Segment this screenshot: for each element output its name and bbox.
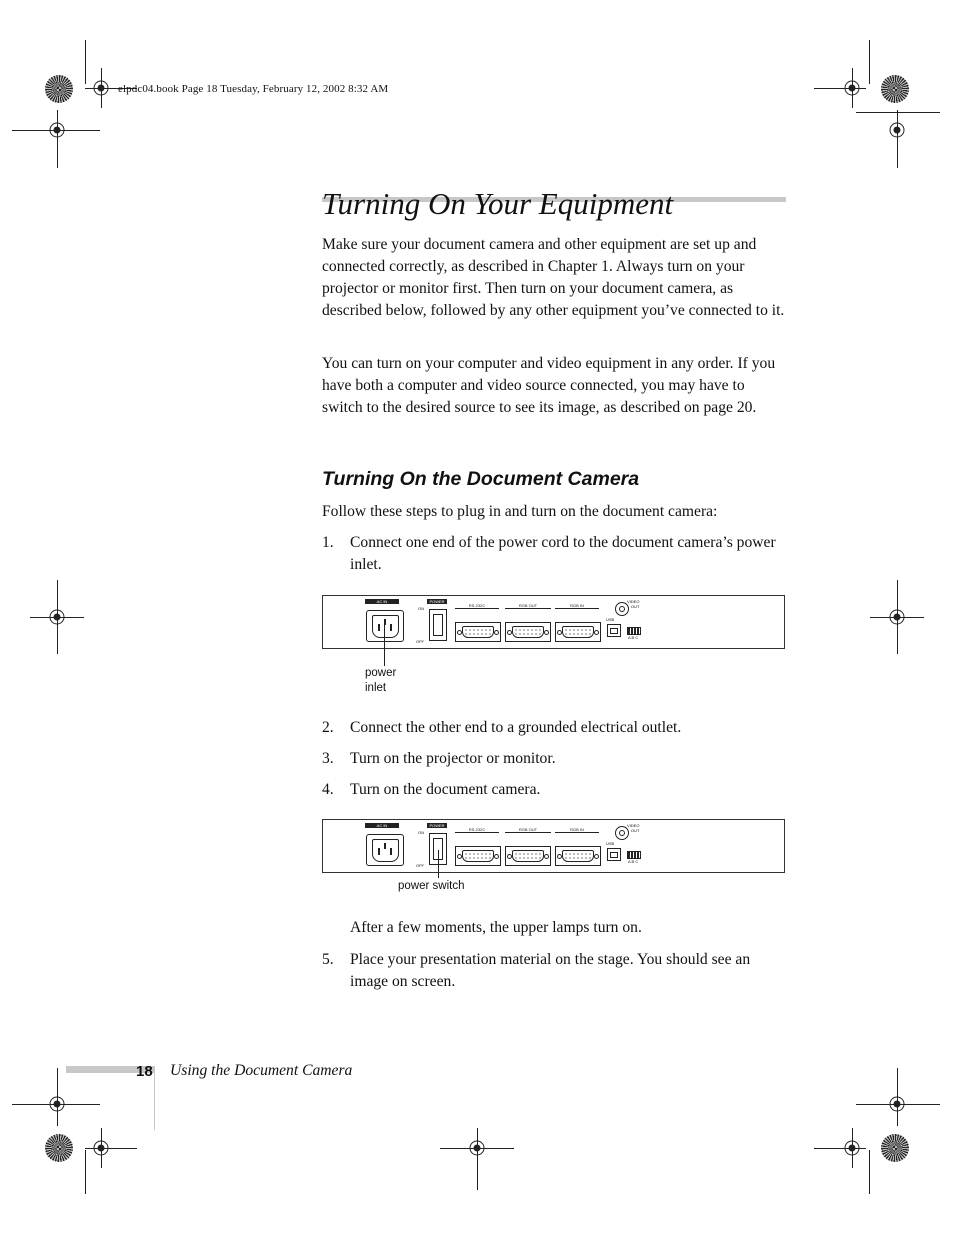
on-label: ON (418, 606, 424, 611)
on-label: ON (418, 830, 424, 835)
step-number: 5. (322, 951, 334, 968)
dip-switch-icon (627, 627, 641, 635)
step-number: 1. (322, 534, 334, 551)
registration-mark-icon (48, 1095, 66, 1113)
color-star-icon (45, 75, 73, 103)
off-label: OFF (416, 863, 424, 868)
usb-label: USB (606, 841, 615, 846)
registration-mark-icon (468, 1139, 486, 1157)
rgb-out-label: RGB OUT (505, 603, 551, 609)
rgb-out-port-icon (505, 622, 551, 642)
color-star-icon (881, 75, 909, 103)
ac-in-label: AC IN (365, 823, 399, 828)
rgb-in-label: RGB IN (555, 827, 599, 833)
out-label: OUT (631, 828, 640, 833)
rear-panel-figure-2 (322, 819, 785, 873)
steps-intro: Follow these steps to plug in and turn on the document camera: (322, 503, 718, 520)
rs232c-label: RS-232C (455, 827, 499, 833)
print-header: elpdc04.book Page 18 Tuesday, February 12, 2002 8:32 AM (118, 83, 389, 95)
power-label: POWER (427, 823, 447, 828)
out-label: OUT (631, 604, 640, 609)
step-text: Turn on the projector or monitor. (350, 750, 556, 767)
abc-label: A B C (628, 859, 639, 864)
registration-mark-icon (48, 608, 66, 626)
step-number: 2. (322, 719, 334, 736)
usb-port-icon (607, 848, 621, 861)
rgb-in-port-icon (555, 846, 601, 866)
step-text: Connect the other end to a grounded electrical outlet. (350, 719, 682, 736)
step-number: 3. (322, 750, 334, 767)
registration-mark-icon (843, 79, 861, 97)
rs232c-port-icon (455, 622, 501, 642)
paragraph-1: Make sure your document camera and other equipment are set up and connected correctly, as described in Chapter 1. Always turn on your projector or monitor first. Then turn on your document camera, as described below, followed by any other equipment you’ve connected to it. (322, 236, 785, 319)
rear-panel-figure-1 (322, 595, 785, 649)
color-star-icon (881, 1134, 909, 1162)
paragraph-2: You can turn on your computer and video equipment in any order. If you have both a computer and video source connected, you may have to switch to the desired source to see its image, as described on page 20. (322, 355, 776, 416)
video-out-jack-icon (615, 826, 629, 840)
registration-mark-icon (888, 121, 906, 139)
rgb-in-port-icon (555, 622, 601, 642)
off-label: OFF (416, 639, 424, 644)
registration-mark-icon (888, 608, 906, 626)
power-inlet-callout: power inlet (365, 667, 397, 694)
power-label: POWER (427, 599, 447, 604)
dip-switch-icon (627, 851, 641, 859)
rgb-in-label: RGB IN (555, 603, 599, 609)
video-out-jack-icon (615, 602, 629, 616)
page-number: 18 (136, 1063, 153, 1080)
registration-mark-icon (843, 1139, 861, 1157)
step-number: 4. (322, 781, 334, 798)
power-switch-callout: power switch (398, 880, 465, 892)
subsection-title: Turning On the Document Camera (322, 468, 640, 490)
color-star-icon (45, 1134, 73, 1162)
step-text: Place your presentation material on the stage. You should see an image on screen. (350, 951, 751, 990)
registration-mark-icon (888, 1095, 906, 1113)
inlet-leader-line (384, 624, 385, 666)
rgb-out-port-icon (505, 846, 551, 866)
registration-mark-icon (48, 121, 66, 139)
footer-chapter-title: Using the Document Camera (170, 1062, 353, 1079)
power-switch-icon (429, 609, 447, 641)
video-label: VIDEO (627, 823, 640, 828)
power-inlet-icon (366, 834, 404, 866)
usb-port-icon (607, 624, 621, 637)
rgb-out-label: RGB OUT (505, 827, 551, 833)
after-step-4-note: After a few moments, the upper lamps turn on. (350, 919, 642, 936)
step-text: Connect one end of the power cord to the document camera’s power inlet. (350, 534, 776, 573)
switch-leader-line (438, 850, 439, 878)
video-label: VIDEO (627, 599, 640, 604)
rs232c-port-icon (455, 846, 501, 866)
ac-in-label: AC IN (365, 599, 399, 604)
usb-label: USB (606, 617, 615, 622)
rs232c-label: RS-232C (455, 603, 499, 609)
abc-label: A B C (628, 635, 639, 640)
step-text: Turn on the document camera. (350, 781, 541, 798)
footer-divider (154, 1066, 155, 1130)
page-title: Turning On Your Equipment (322, 186, 674, 221)
power-inlet-icon (366, 610, 404, 642)
